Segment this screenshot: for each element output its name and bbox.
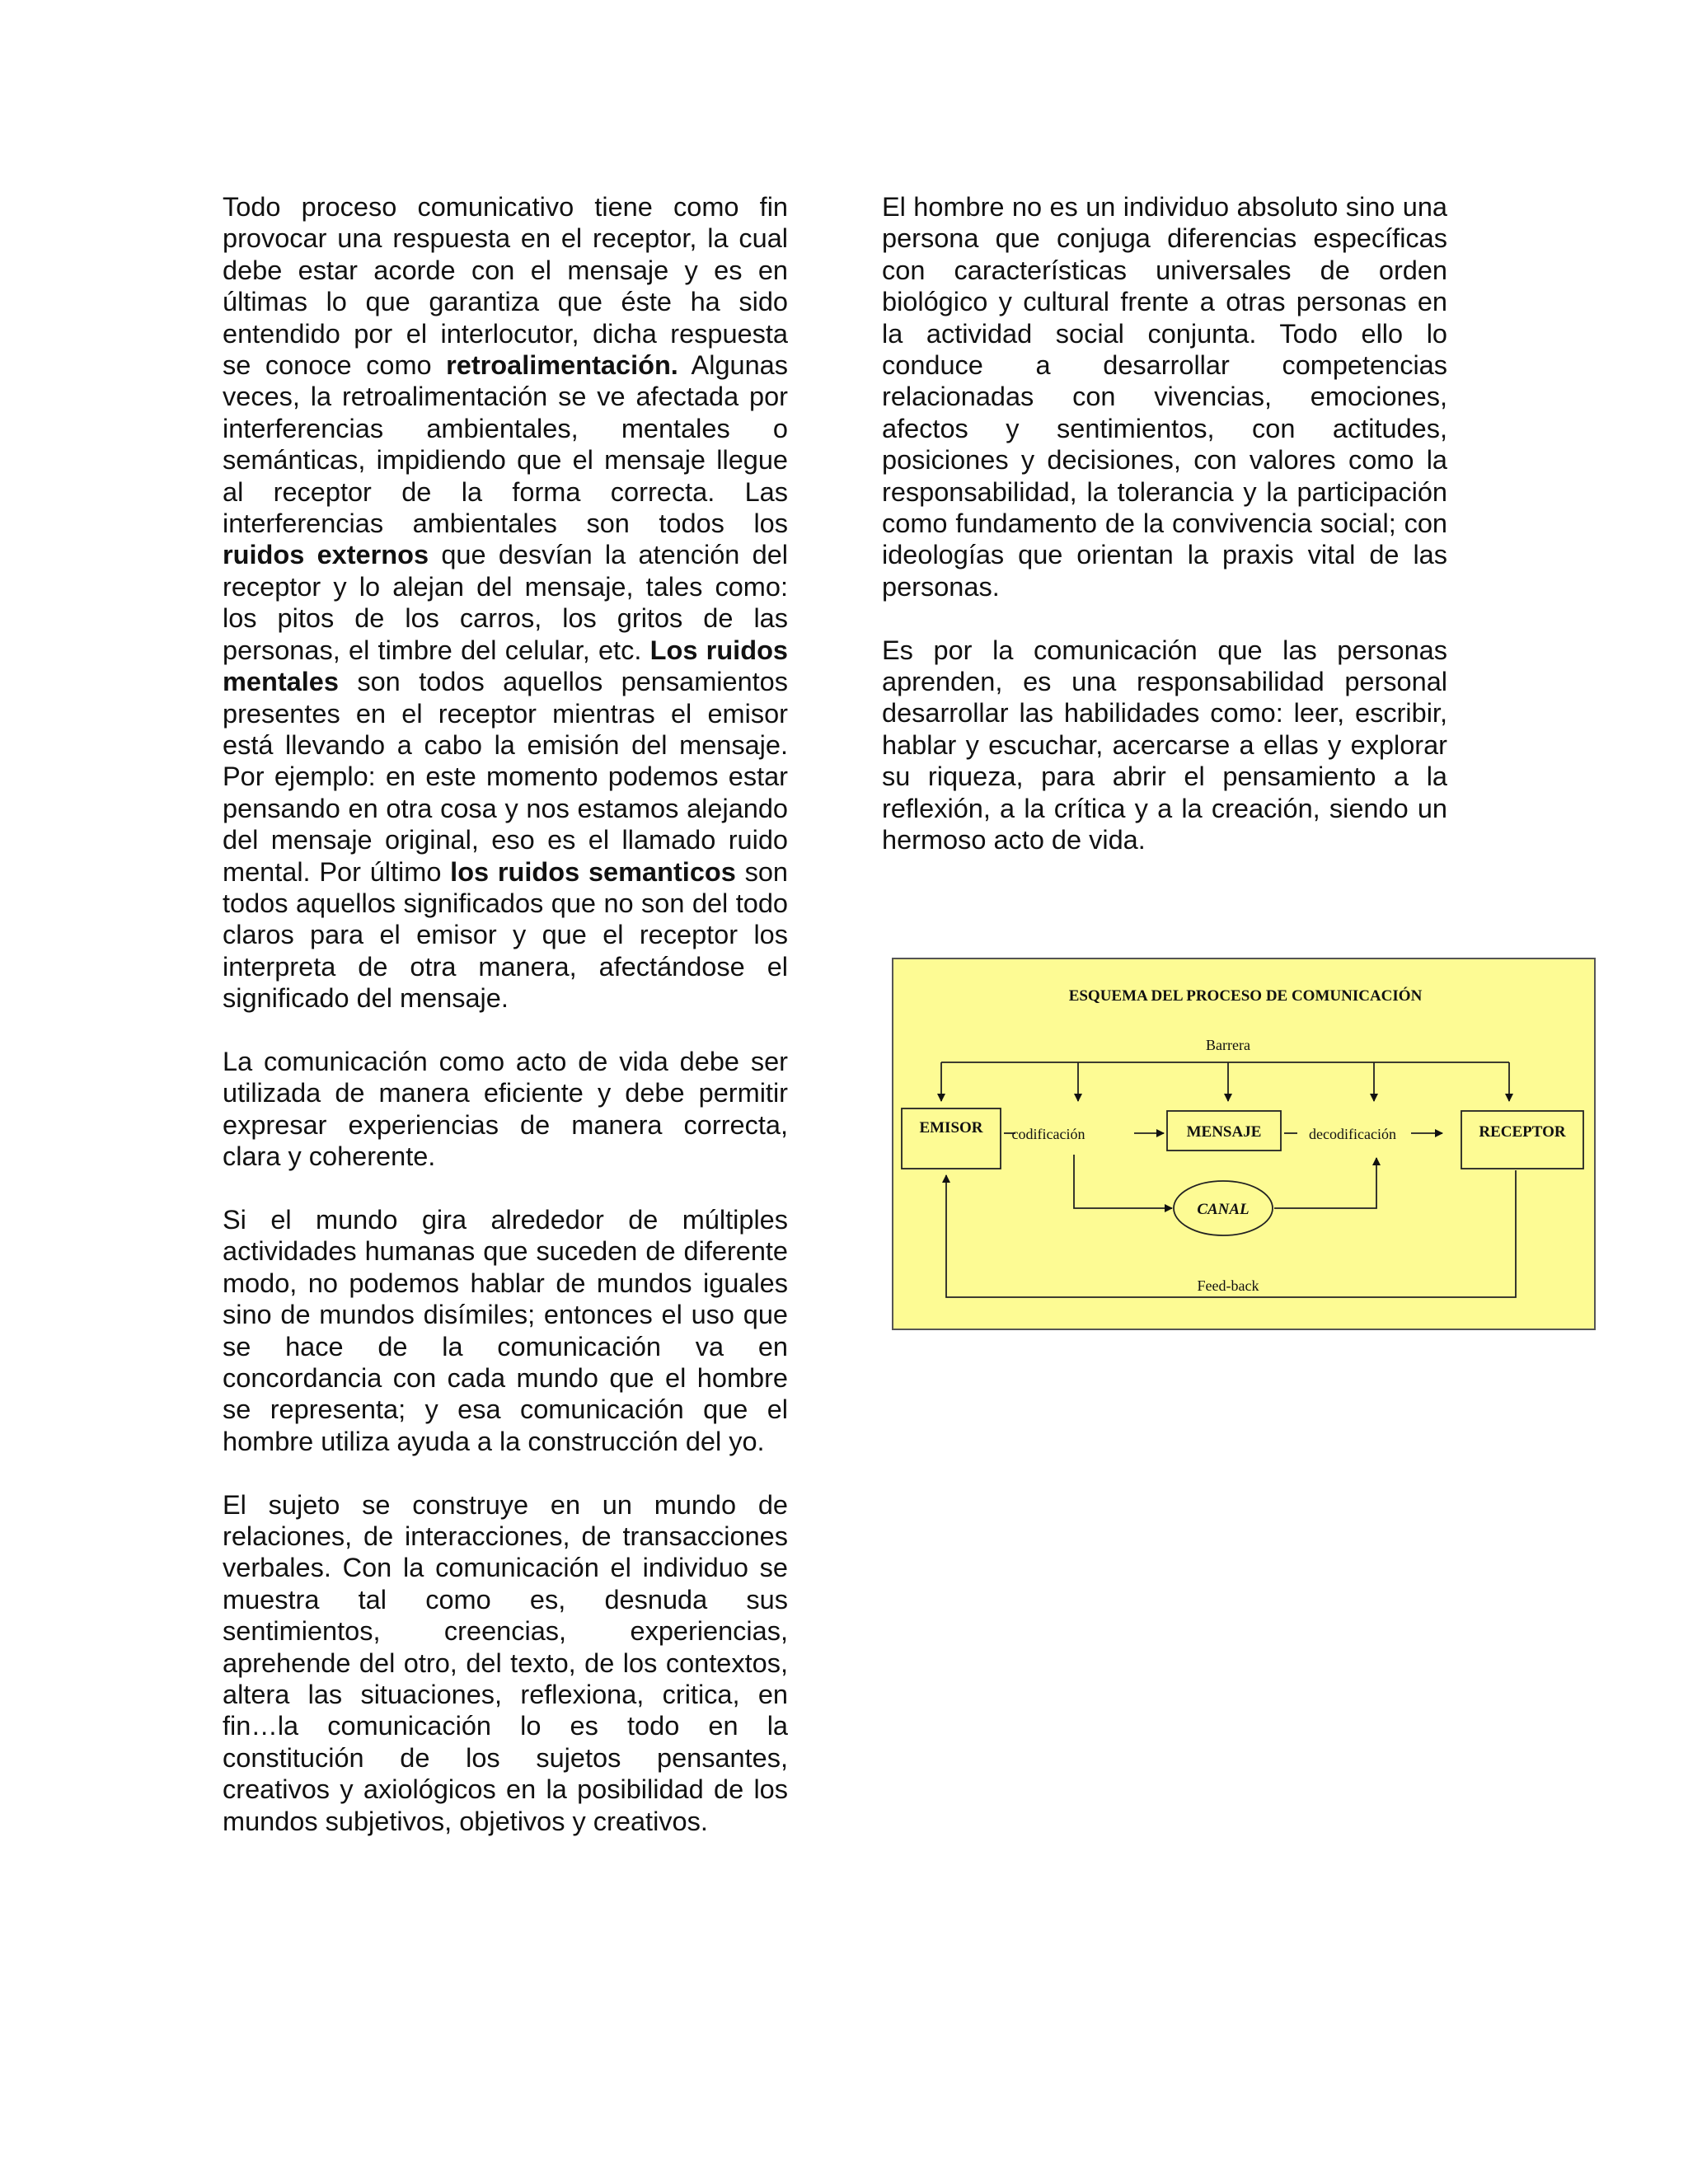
term-ruidos-semanticos: los ruidos semanticos bbox=[450, 856, 736, 887]
paragraph-habilidades: Es por la comunicación que las personas aprenden, es una responsabilidad personal desarrollar las habilidades como: leer, escribir, hablar y escuchar, acercarse a ellas y explorar su riqueza, para abrir el pensamiento a la reflexión, a la crítica y a la creación, siendo un hermoso acto de vida. bbox=[882, 635, 1447, 855]
diagram-canvas bbox=[893, 959, 1597, 1332]
right-column bbox=[882, 191, 1447, 888]
canal-to-decodificacion-arrow bbox=[1274, 1158, 1376, 1208]
decodificacion-label: decodificación bbox=[1309, 1126, 1396, 1142]
codificacion-label: codificación bbox=[1011, 1126, 1085, 1142]
receptor-label: RECEPTOR bbox=[1479, 1123, 1566, 1141]
paragraph-text: que desvían la atención del receptor y lo alejan del mensaje, tales como: los pitos de los carros, los gritos de las personas, el timbre del celular, etc. bbox=[223, 540, 788, 665]
term-ruidos-externos: ruidos externos bbox=[223, 540, 429, 570]
term-retroalimentacion: retroalimentación. bbox=[446, 350, 678, 381]
feedback-label: Feed-back bbox=[1197, 1277, 1259, 1294]
canal-label: CANAL bbox=[1197, 1201, 1250, 1218]
left-column bbox=[223, 191, 788, 1868]
diagram-title: ESQUEMA DEL PROCESO DE COMUNICACIÓN bbox=[1068, 987, 1423, 1005]
emisor-label: EMISOR bbox=[919, 1119, 983, 1137]
paragraph-text: Todo proceso comunicativo tiene como fin provocar una respuesta en el receptor, la cual debe estar acorde con el mensaje y es en últimas lo que garantiza que éste ha sido entendido por el interlocutor, dicha respuesta se conoce como bbox=[223, 192, 788, 381]
barrier-label: Barrera bbox=[1206, 1037, 1250, 1053]
paragraph-text: son todos aquellos pensamientos presentes en el receptor mientras el emisor está llevando a cabo la emisión del mensaje. Por ejemplo: en este momento podemos estar pensando en otra cosa y nos estamos alejando del mensaje original, eso es el llamado ruido mental. Por último bbox=[223, 667, 788, 887]
paragraph-hombre: El hombre no es un individuo absoluto sino una persona que conjuga diferencias específicas con características universales de orden biológico y cultural frente a otras personas en la actividad social conjunta. Todo ello lo conduce a desarrollar competencias relacionadas con vivencias, emociones, afectos y sentimientos, con actitudes, posiciones y decisiones, con valores como la responsabilidad, la tolerancia y la participación como fundamento de la convivencia social; con ideologías que orientan la praxis vital de las personas. bbox=[882, 192, 1447, 602]
paragraph-text: son todos aquellos significados que no son del todo claros para el emisor y que el receptor los interpreta de otra manera, afectándose el significado del mensaje. bbox=[223, 856, 789, 1014]
paragraph-acto-de-vida: La comunicación como acto de vida debe ser utilizada de manera eficiente y debe permitir expresar experiencias de manera correcta, clara y coherente. bbox=[223, 1046, 788, 1172]
codificacion-to-canal-arrow bbox=[1074, 1155, 1172, 1208]
emisor-box bbox=[902, 1108, 1001, 1169]
paragraph-text: Algunas veces, la retroalimentación se ve afectada por interferencias ambientales, mentales o semánticas, impidiendo que el mensaje llegue al receptor de la forma correcta. Las interferencias ambientales son todos los bbox=[223, 350, 788, 539]
paragraph-retroalimentacion bbox=[223, 191, 788, 1015]
term-ruidos-mentales: Los ruidos mentales bbox=[223, 635, 788, 697]
paragraph-sujeto: El sujeto se construye en un mundo de relaciones, de interacciones, de transacciones verbales. Con la comunicación el individuo se muestra tal como es, desnuda sus sentimientos, creencias, experiencias, aprehende del otro, del texto, de los contextos, altera las situaciones, reflexiona, critica, en fin…la comunicación lo es todo en la constitución de los sujetos pensantes, creativos y axiológicos en la posibilidad de los mundos subjetivos, objetivos y creativos. bbox=[223, 1489, 788, 1836]
barrier-line bbox=[941, 1062, 1509, 1101]
paragraph-mundos: Si el mundo gira alrededor de múltiples actividades humanas que suceden de diferente modo, no podemos hablar de mundos iguales sino de mundos disímiles; entonces el uso que se hace de la comunicación va en concordancia con cada mundo que el hombre se representa; y esa comunicación que el hombre utiliza ayuda a la construcción del yo. bbox=[223, 1204, 788, 1456]
communication-diagram bbox=[892, 958, 1596, 1330]
mensaje-label: MENSAJE bbox=[1186, 1123, 1262, 1141]
